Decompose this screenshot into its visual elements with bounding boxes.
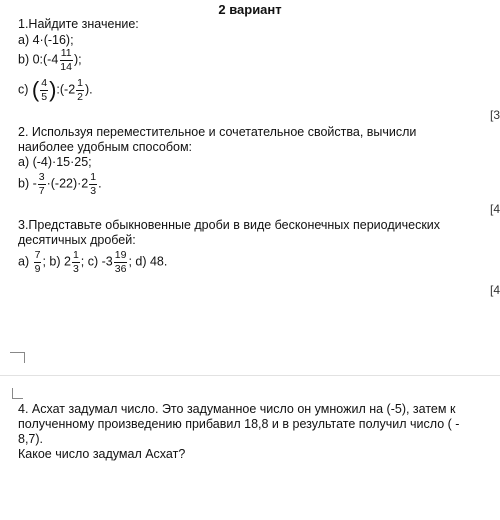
q3-a-fraction <box>34 250 42 274</box>
q2-b-denominator2: 3 <box>90 184 97 197</box>
q3-a-prefix: а) <box>18 254 30 269</box>
q4-line-2: полученному произведению прибавил 18,8 и в результате получил число ( - <box>18 417 460 431</box>
q3-a-numerator: 7 <box>34 249 41 261</box>
q1-c-close-paren: ) <box>49 77 57 102</box>
q1-b-prefix: b) 0:(-4 <box>18 52 59 67</box>
q3-heading-2: десятичных дробей: <box>18 233 136 247</box>
q2-a: а) (-4)·15·25; <box>18 155 92 169</box>
edge-mark: [4 <box>489 283 500 297</box>
q3-b-numerator: 1 <box>72 249 79 261</box>
q4-line-4: Какое число задумал Асхат? <box>18 447 186 461</box>
q1-c-mid: :(-2 <box>56 82 76 97</box>
q1-c-open-paren: ( <box>31 77 40 102</box>
q2-b-numerator2: 1 <box>90 171 97 183</box>
q3-b-fraction <box>72 250 80 274</box>
q1-heading: 1.Найдите значение: <box>18 17 139 31</box>
q3-d: ; d) 48. <box>128 254 168 269</box>
edge-mark: [4 <box>489 202 500 216</box>
q4-line-1: 4. Асхат задумал число. Это задуманное число он умножил на (-5), затем к <box>18 402 456 416</box>
q1-b-fraction <box>59 48 73 72</box>
q2-b <box>18 172 102 196</box>
q1-c-numerator2: 1 <box>77 77 83 89</box>
q2-heading-2: наиболее удобным способом: <box>18 140 193 154</box>
q3-b-denominator: 3 <box>72 262 79 275</box>
corner-bracket <box>10 352 25 363</box>
q3-a-denominator: 9 <box>34 262 41 275</box>
q4-line-3: 8,7). <box>18 432 44 446</box>
q1-b-numerator: 11 <box>60 47 72 59</box>
q1-c <box>18 78 93 102</box>
q1-c-denominator2: 2 <box>77 90 83 103</box>
q3-items <box>18 250 167 274</box>
q3-heading-1: 3.Представьте обыкновенные дроби в виде бесконечных периодических <box>18 218 441 232</box>
page-title: 2 вариант <box>218 2 282 17</box>
q3-c-fraction <box>114 250 128 274</box>
q1-c-fraction <box>40 78 48 102</box>
q3-c-denominator: 36 <box>114 262 127 275</box>
q2-b-fraction2 <box>89 172 97 196</box>
q1-c-denominator: 5 <box>41 90 48 103</box>
q2-b-fraction <box>38 172 46 196</box>
q1-b-suffix: ); <box>73 52 82 67</box>
q2-b-mid: ·(-22)·2 <box>46 176 89 191</box>
q3-c-numerator: 19 <box>114 249 127 261</box>
q1-c-suffix: ). <box>85 82 93 97</box>
q3-b-prefix: ; b) 2 <box>42 254 71 269</box>
edge-mark: [3 <box>489 108 500 122</box>
q1-a: а) 4·(-16); <box>18 33 74 47</box>
q1-b-denominator: 14 <box>60 60 72 73</box>
q2-heading-1: 2. Используя переместительное и сочетательное свойства, вычисли <box>18 125 417 139</box>
q2-b-suffix: . <box>98 176 102 191</box>
corner-bracket <box>12 388 23 399</box>
q2-b-prefix: b) - <box>18 176 37 191</box>
q2-b-numerator: 3 <box>38 171 45 183</box>
q1-c-numerator: 4 <box>41 77 48 89</box>
q3-c-prefix: ; c) -3 <box>80 254 113 269</box>
q1-b <box>18 48 82 72</box>
q1-c-prefix: с) <box>18 82 29 97</box>
q1-c-fraction2 <box>76 78 84 102</box>
q2-b-denominator: 7 <box>38 184 45 197</box>
page-separator <box>0 375 500 376</box>
